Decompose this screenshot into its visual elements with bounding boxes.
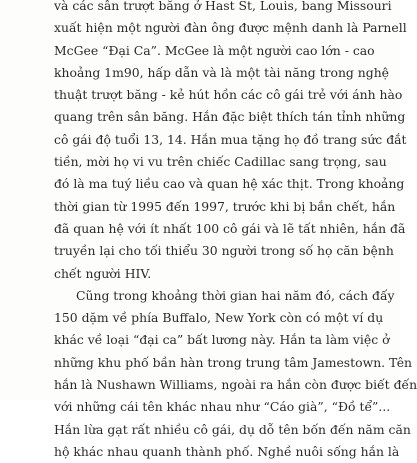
text-line: hộ khác nhau quanh thành phố. Nghề nuôi sống hắn là bbox=[54, 443, 400, 459]
text-column bbox=[54, 0, 417, 463]
text-line: đó là ma tuý liều cao và quan hệ xác thịt. Trong khoảng bbox=[54, 176, 405, 192]
text-line: cô gái độ tuổi 13, 14. Hắn mua tặng họ đồ trang sức đắt bbox=[54, 131, 407, 147]
text-line: Cũng trong khoảng thời gian hai năm đó, cách đấy bbox=[76, 287, 395, 303]
text-line: và các sân trượt băng ở Hast St, Louis, bang Missouri bbox=[54, 0, 392, 13]
text-line: thuật trượt băng - kẻ hút hồn các cô gái trẻ với ánh hào bbox=[54, 87, 403, 103]
text-line: tiền, mời họ vi vu trên chiếc Cadillac sang trọng, sau bbox=[54, 154, 387, 170]
text-line: những khu phố bần hàn trong trung tâm Jamestown. Tên bbox=[54, 354, 413, 370]
text-line: đã quan hệ với ít nhất 100 cô gái và lẽ tất nhiên, hắn đã bbox=[54, 220, 406, 236]
text-line: McGee “Đại Ca”. McGee là một người cao lớn - cao bbox=[54, 42, 375, 58]
paragraph-2 bbox=[54, 285, 417, 463]
text-line: khoảng 1m90, hấp dẫn và là một tài năng trong nghệ bbox=[54, 64, 390, 80]
text-line: khác về loại “đại ca” bất lương này. Hắn ta làm việc ở bbox=[54, 332, 390, 348]
text-line: thời gian từ 1995 đến 1997, trước khi bị bắn chết, hắn bbox=[54, 198, 396, 214]
text-line: truyền lại cho tối thiểu 30 người trong số họ căn bệnh bbox=[54, 243, 394, 259]
text-line: Hắn lừa gạt rất nhiều cô gái, dụ dỗ tên bốn đến năm căn bbox=[54, 421, 411, 437]
text-line: chết người HIV. bbox=[54, 265, 152, 281]
text-line: với những cái tên khác nhau như “Cáo già”, “Đồ tể”... bbox=[54, 399, 391, 415]
text-line: 150 dặm về phía Buffalo, New York còn có một ví dụ bbox=[54, 310, 384, 326]
paragraph-1 bbox=[54, 0, 407, 285]
text-line: quang trên sân băng. Hắn đặc biệt thích tán tỉnh những bbox=[54, 109, 406, 125]
text-line: hắn là Nushawn Williams, ngoài ra hắn còn được biết đến bbox=[54, 377, 417, 393]
text-line: xuất hiện một người đàn ông được mệnh danh là Parnell bbox=[54, 20, 407, 36]
